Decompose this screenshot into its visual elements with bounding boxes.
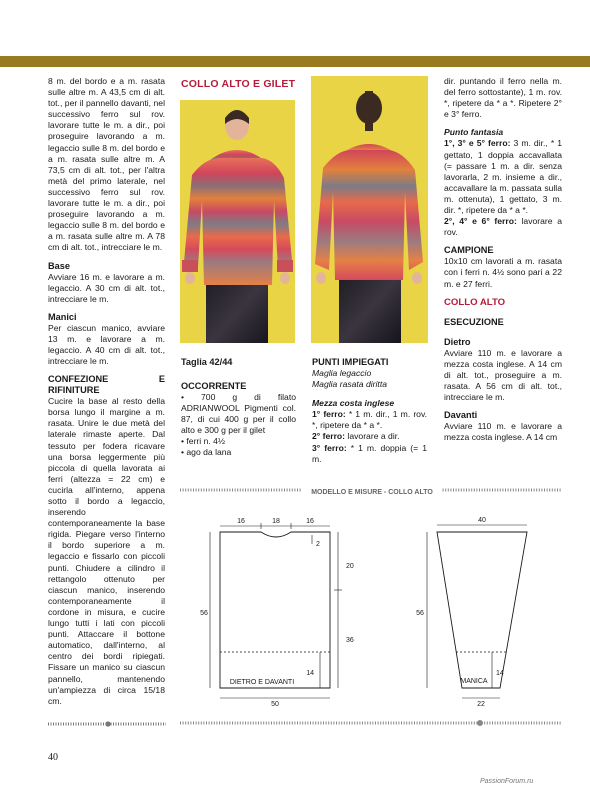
watermark: PassionForum.ru: [480, 778, 534, 785]
material-item: • ago da lana: [181, 447, 232, 457]
stitch-1: Maglia legaccio: [312, 368, 372, 378]
schematic-title: MODELLO E MISURE - COLLO ALTO: [311, 489, 433, 496]
fantasia-rows-odd: 1°, 3° e 5° ferro: 3 m. dir., * 1 gettato, 1 doppia accavallata (= passare 1 m. a dir. senza lavorarla, 2 m. insieme a dir., accavallare la m. passata sulla m. ottenuta), 1 gettato, 3 m. dir. *, ripetere da * a *.: [444, 138, 562, 216]
manici-text: Per ciascun manico, avviare 13 m. e lavorare a m. legaccio. A 40 cm di alt. tot., intrecciare le m.: [48, 322, 165, 367]
measurement-schematic: [180, 480, 562, 730]
row-2: 2° ferro: lavorare a dir.: [312, 431, 400, 442]
dotted-rule: [48, 721, 166, 727]
row-3: 3° ferro: * 1 m. doppia (= 1 m.: [312, 442, 427, 464]
size-label: Taglia 42/44: [181, 357, 233, 367]
dim-top-mid: 18: [272, 518, 280, 525]
model-photo-front: [180, 100, 295, 343]
material-item: • 700 g di filato ADRIANWOOL Pigmenti col. 87, di cui 400 g per il collo alto e 300 g per il gilet: [181, 392, 296, 435]
base-text: Avviare 16 m. e lavorare a m. legaccio. A 30 cm di alt. tot., intrecciare le m.: [48, 271, 165, 304]
body-label: DIETRO E DAVANTI: [229, 679, 295, 686]
dietro-text: Avviare 110 m. e lavorare a mezza costa inglese. A 14 cm di alt. tot., proseguire a m. rasata. A 56 cm di alt. tot., intrecciare le m.: [444, 347, 562, 403]
campione-heading: CAMPIONE: [444, 245, 494, 256]
column-4: [444, 76, 562, 443]
manici-heading: Manici: [48, 311, 77, 322]
dim-rib: 14: [306, 670, 314, 677]
sleeve-dim-bottom: 22: [477, 701, 485, 708]
mezza-costa-heading: Mezza costa inglese: [312, 398, 395, 409]
dim-neck: 2: [316, 541, 320, 548]
column-3: [312, 357, 427, 465]
base-heading: Base: [48, 260, 70, 271]
header-gold-band: [0, 56, 590, 67]
dietro-heading: Dietro: [444, 336, 471, 347]
campione-text: 10x10 cm lavorati a m. rasata con i ferri n. 4½ sono pari a 22 m. e 27 ferri.: [444, 256, 562, 289]
pattern-title-text: COLLO ALTO E GILET: [181, 78, 296, 90]
dim-top-left: 16: [237, 518, 245, 525]
sleeve-dim-rib: 14: [496, 670, 504, 677]
column-1: [48, 76, 165, 714]
intro-text: 8 m. del bordo e a m. rasata sulle altre m. A 43,5 cm di alt. tot., per il pannello davanti, nel successivo ferro sul rov. lavorare tutte le m. a dir., poi proseguire lavorando a m. legaccio sulle 8 m. del bordo e a m. rasata sulle altre m. A 73,5 cm di alt. tot., per l'altra metà del primo laterale, nel successivo ferro sul rov. lavorare tutte le m. a dir., poi proseguire lavorando a m. legaccio sulle 8 m. del bordo e a m. rasata sulle altre m. A 78 cm di alt. tot., intrecciare le m.: [48, 76, 165, 253]
punto-fantasia-heading: Punto fantasia: [444, 127, 504, 138]
model-photo-back: [311, 76, 428, 343]
confezione-text: Cucire la base al resto della borsa lungo il margine a m. rasata. Unire le due metà del laterale rimaste aperte. Dal tessuto per fodera ricavare una borsa leggermente più piccola di quella lavorata ai ferri (altezza = 22 cm) e cucirla all'interno, appena sotto il bordo a legaccio, inserendo contemporaneamente la base rigida. Piegare verso l'interno il bordo superiore a m. legaccio e fissarlo con piccoli punti. Chiudere a cilindro il rettangolo ottenuto per ciascun manico, inserendo contemporaneamente il cordone in misura, e cucire lungo tutti i lati con piccoli punti. Attaccare il bottone automatico, dall'interno, al centro dei bordi ripiegati. Fissare un manico su ciascun pannello, mantenendo un'ampiezza di circa 15/18 cm.: [48, 396, 165, 706]
page-number: 40: [48, 752, 58, 763]
dim-body-height: 56: [200, 610, 208, 617]
row-1: 1° ferro: * 1 m. dir., 1 m. rov. *, ripetere da * a *.: [312, 409, 428, 431]
occorrente-heading: OCCORRENTE: [181, 381, 247, 391]
collo-alto-heading: COLLO ALTO: [444, 296, 506, 308]
material-item: • ferri n. 4½: [181, 436, 226, 446]
dim-lower: 36: [346, 637, 354, 644]
davanti-heading: Davanti: [444, 410, 478, 421]
column-2: [181, 357, 296, 458]
stitch-2: Maglia rasata diritta: [312, 379, 387, 390]
davanti-text: Avviare 110 m. e lavorare a mezza costa inglese. A 14 cm: [444, 421, 562, 443]
esecuzione-heading: ESECUZIONE: [444, 316, 504, 327]
sleeve-dim-height: 56: [416, 610, 424, 617]
punti-impiegati-heading: PUNTI IMPIEGATI: [312, 357, 389, 367]
dim-upper: 20: [346, 563, 354, 570]
sleeve-label: MANICA: [460, 678, 488, 685]
dim-bottom: 50: [271, 701, 279, 708]
dim-top-right: 16: [306, 518, 314, 525]
confezione-heading: CONFEZIONE E RIFINITURE: [48, 374, 165, 396]
fantasia-rows-even: 2°, 4° e 6° ferro: lavorare a rov.: [444, 216, 562, 238]
continued-text: dir. puntando il ferro nella m. del ferro sottostante), 1 m. rov. *, ripetere da * a *. Ripetere 2° e 3° ferro.: [444, 76, 562, 120]
sleeve-dim-top: 40: [478, 517, 486, 524]
